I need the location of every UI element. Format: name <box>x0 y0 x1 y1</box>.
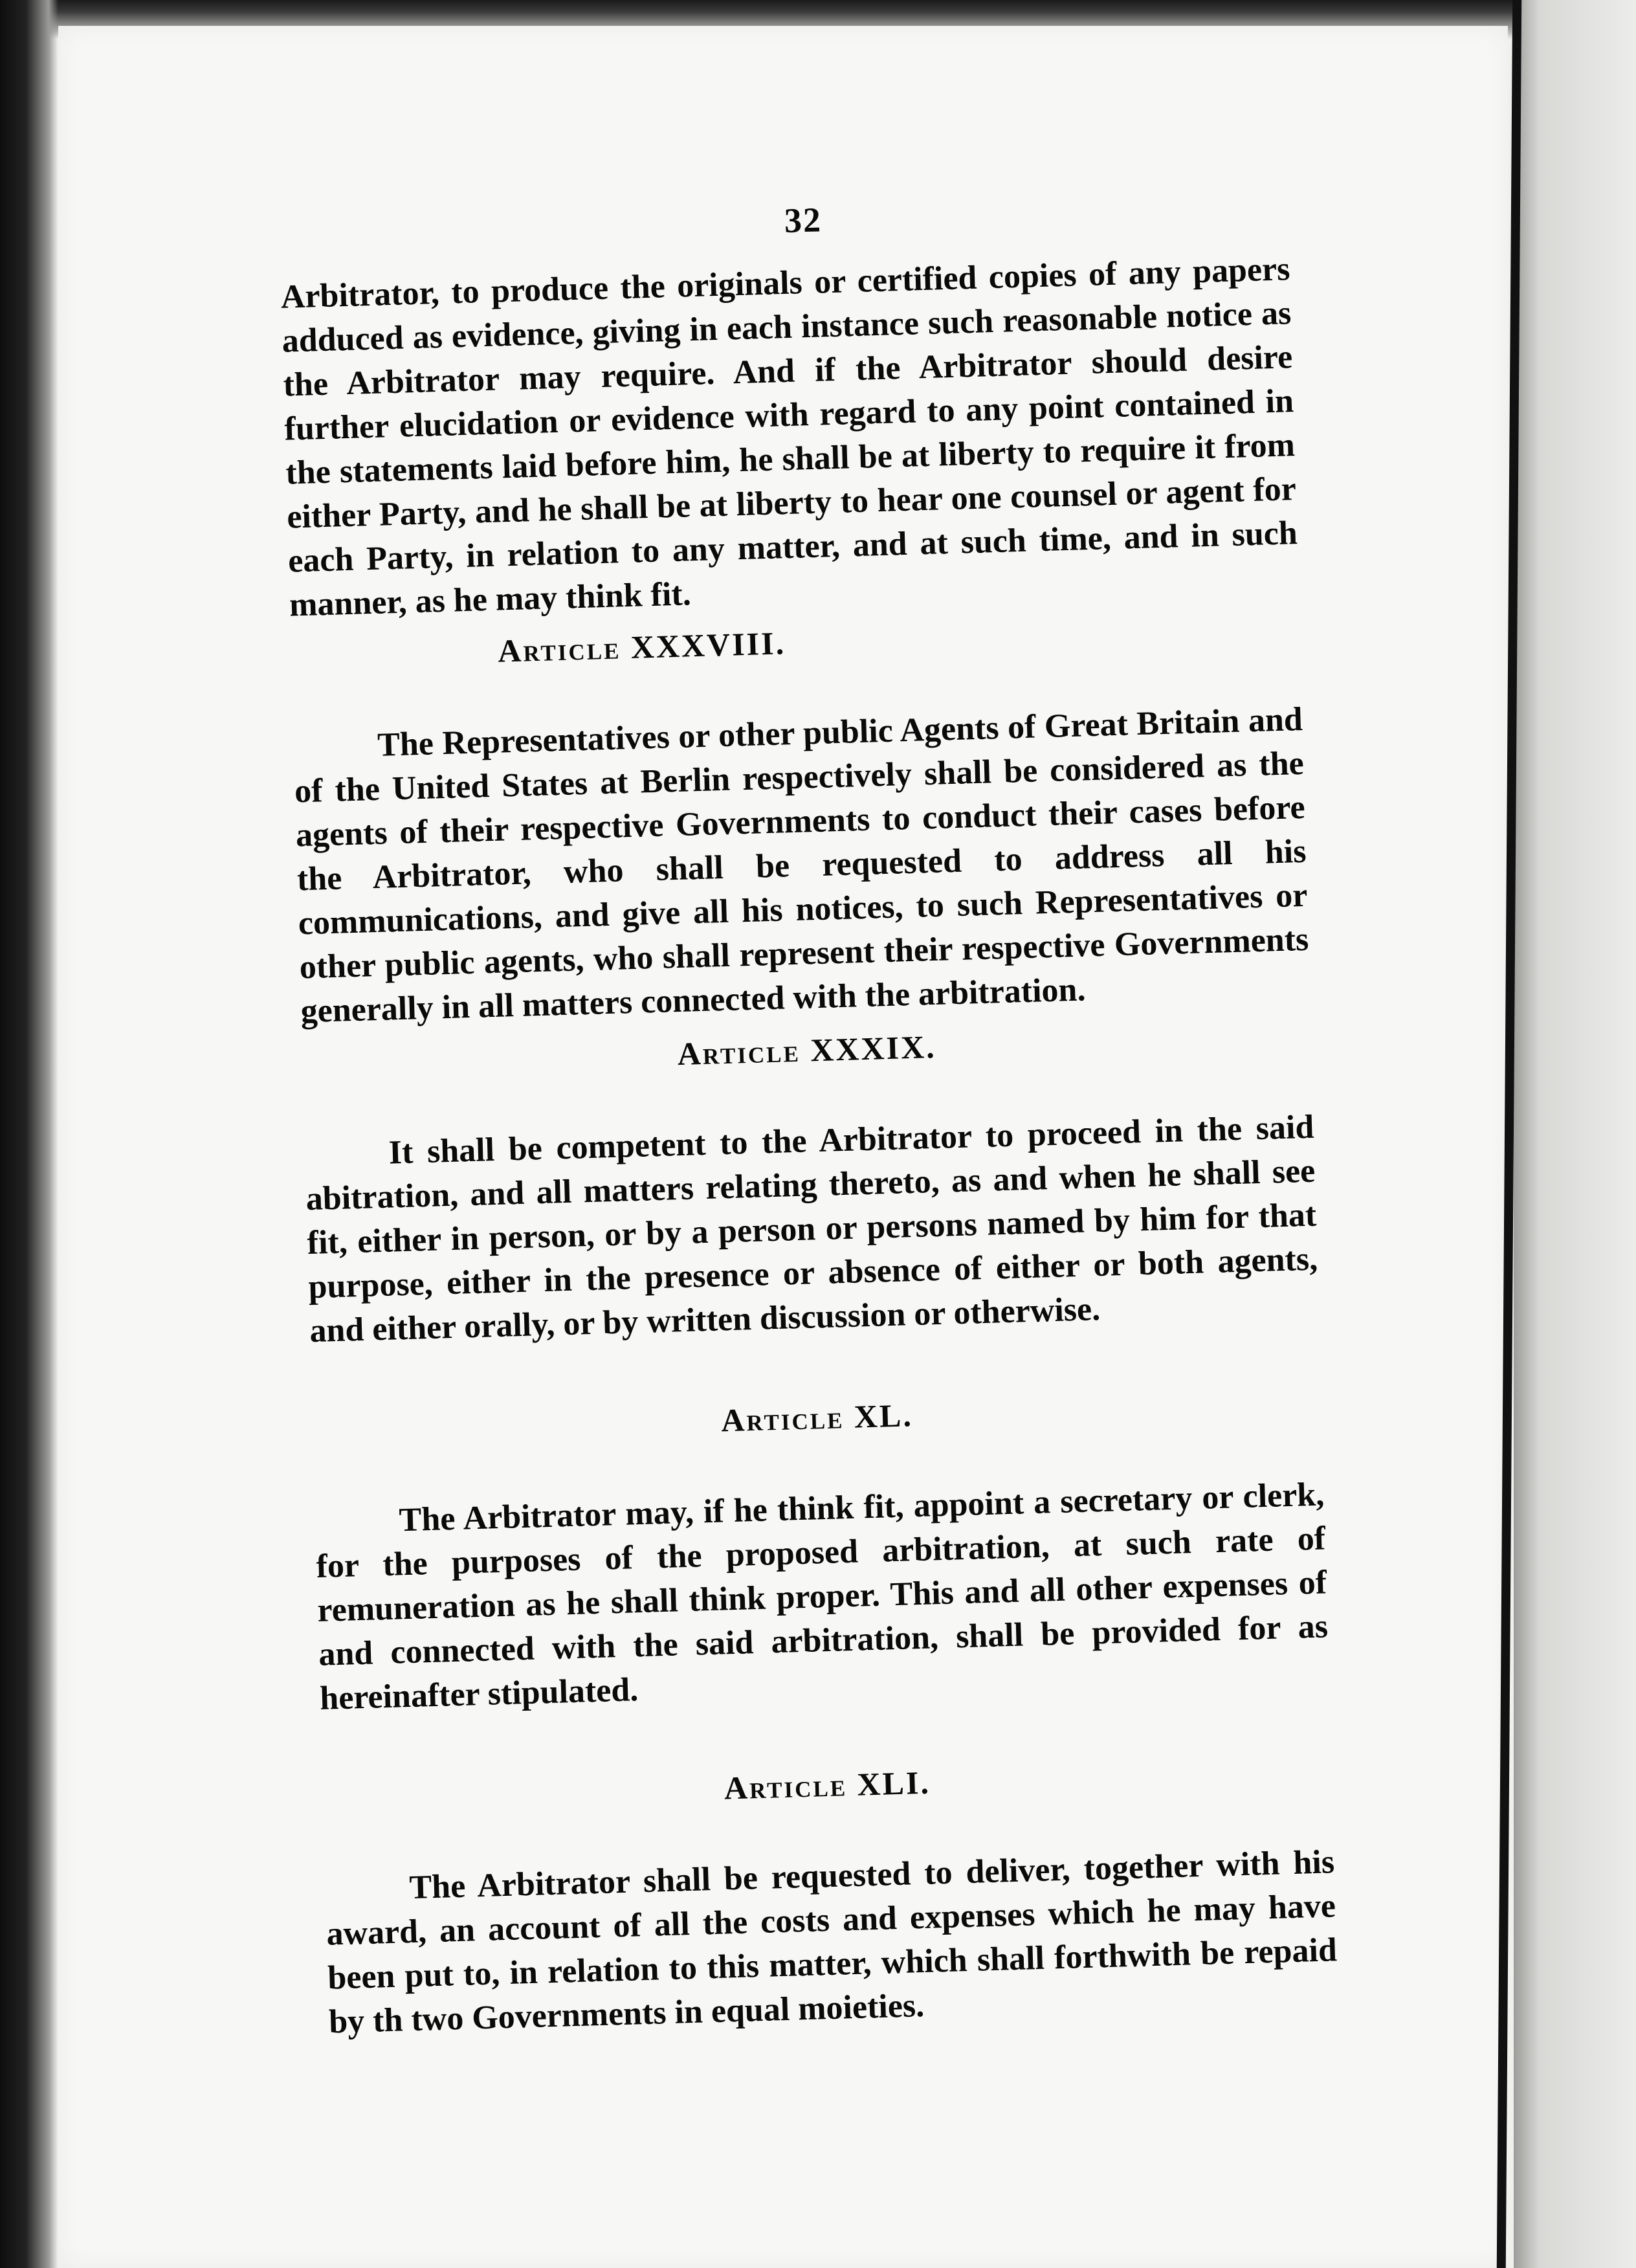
article-text-xl: The Arbitrator may, if he think fit, appoint a secretary or clerk, for the purposes of the proposed arbitration, at such rate of remuneration as he shall think proper. This and all other expenses of and connected with the said arbitration, shall be provided for as hereinafter stipulated. <box>315 1476 1329 1717</box>
page-number: 32 <box>784 200 823 240</box>
scan-left-edge <box>0 0 58 2268</box>
binding-shadow <box>1514 0 1636 2268</box>
article-text-xxxviii: The Representatives or other public Agents of Great Britain and of the United States at Berlin respectively shall be considered as the agents of their respective Governments to conduct their cases before the Arbitrator, who shall be requested to address all his communications, and give all his notices, to such Representatives or other public agents, who shall represent their respective Governments generally in all matters connected with the arbitration. <box>294 700 1309 1030</box>
opening-paragraph: Arbitrator, to produce the originals or certified copies of any papers adduced as evidence, giving in each instance such reasonable notice as the Arbitrator may require. And if the Arbitrator should desire further elucidation or evidence with regard to any point contained in the statements laid before him, he shall be at liberty to require it from either Party, and he shall be at liberty to hear one counsel or agent for each Party, in relation to any matter, and at such time, and in such manner, as he may think fit. <box>280 250 1298 624</box>
article-heading-xli: Article XLI. <box>724 1764 931 1807</box>
article-text-xli: The Arbitrator shall be requested to deliver, together with his award, an account of all the costs and expenses which he may have been put to, in relation to this matter, which shall forthwith be repaid by th two Governments in equal moieties. <box>326 1843 1338 2041</box>
article-heading-xl: Article XL. <box>720 1397 914 1439</box>
article-text-xxxix: It shall be competent to the Arbitrator to proceed in the said abitration, and all matters relating thereto, as and when he shall see fit, either in person, or by a person or persons named by him for that purpose, either in the presence or absence of either or both agents, and either orally, or by written discussion or otherwise. <box>305 1108 1318 1350</box>
article-heading-xxxix: Article XXXIX. <box>676 1028 937 1073</box>
page-text-block <box>278 186 1338 2044</box>
article-heading-xxxviii: Article XXXVIII. <box>497 625 786 669</box>
